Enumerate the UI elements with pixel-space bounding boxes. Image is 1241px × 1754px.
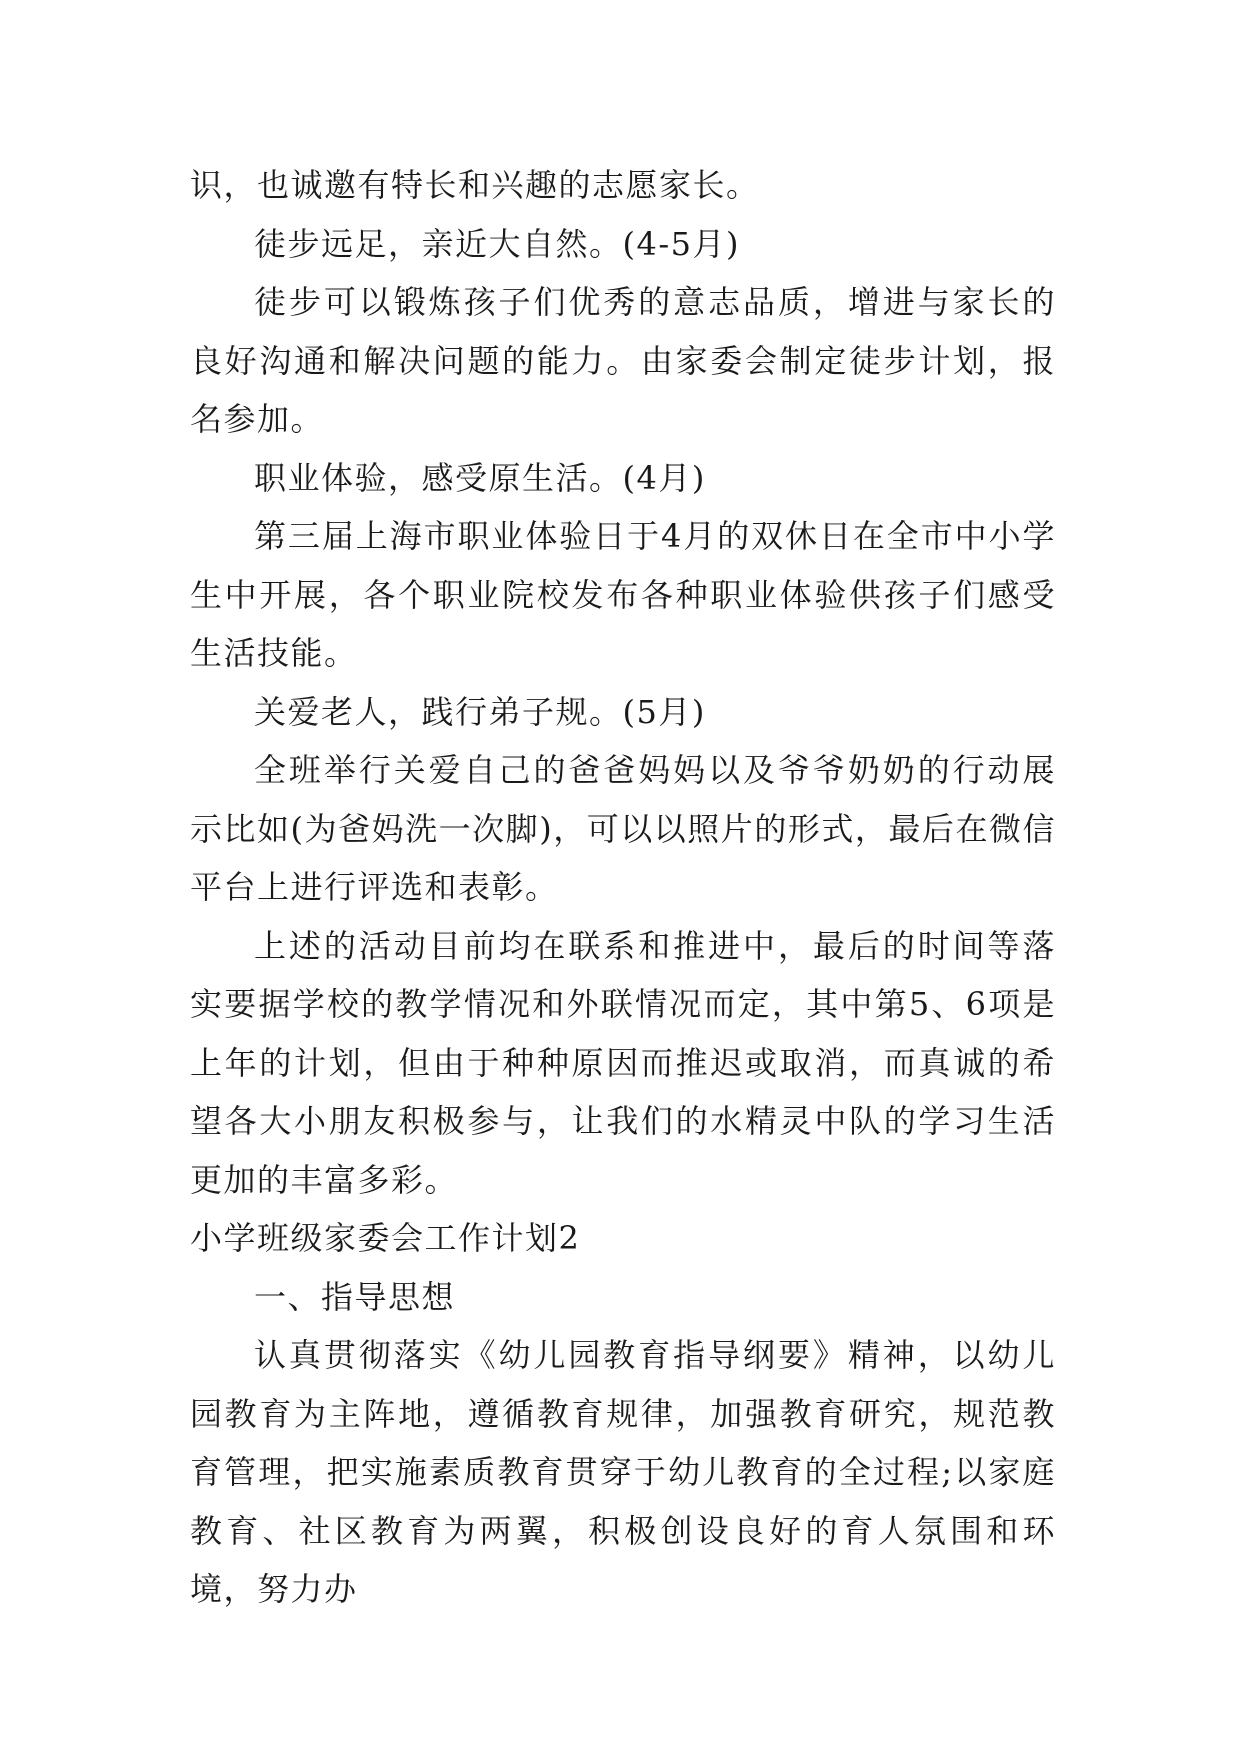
activity-heading-hiking: 徒步远足，亲近大自然。(4-5月) <box>254 224 741 263</box>
activity-body-elderly: 全班举行关爱自己的爸爸妈妈以及爷爷奶奶的行动展示比如(为爸妈洗一次脚)，可以以照片的形式，最后在微信平台上进行评选和表彰。 <box>190 751 1056 906</box>
activity-heading-career: 职业体验，感受原生活。(4月) <box>254 458 706 497</box>
summary-paragraph: 上述的活动目前均在联系和推进中，最后的时间等落实要据学校的教学情况和外联情况而定，其中第5、6项是上年的计划，但由于种种原因而推迟或取消，而真诚的希望各大小朋友积极参与，让我们的水精灵中队的学习生活更加的丰富多彩。 <box>190 926 1056 1199</box>
activity-body-hiking: 徒步可以锻炼孩子们优秀的意志品质，增进与家长的良好沟通和解决问题的能力。由家委会制定徒步计划，报名参加。 <box>190 283 1056 438</box>
guiding-thought-body: 认真贯彻落实《幼儿园教育指导纲要》精神，以幼儿园教育为主阵地，遵循教育规律，加强教育研究，规范教育管理，把实施素质教育贯穿于幼儿教育的全过程;以家庭教育、社区教育为两翼，积极创设良好的育人氛围和环境，努力办 <box>190 1336 1056 1608</box>
section-title: 小学班级家委会工作计划2 <box>190 1219 581 1257</box>
section-heading-guiding-thought: 一、指导思想 <box>254 1277 456 1316</box>
activity-body-career: 第三届上海市职业体验日于4月的双休日在全市中小学生中开展，各个职业院校发布各种职业体验供孩子们感受生活技能。 <box>190 517 1056 672</box>
document-body <box>190 156 1056 1619</box>
activity-heading-elderly: 关爱老人，践行弟子规。(5月) <box>254 692 706 731</box>
paragraph-continuation: 识，也诚邀有特长和兴趣的志愿家长。 <box>190 166 760 204</box>
